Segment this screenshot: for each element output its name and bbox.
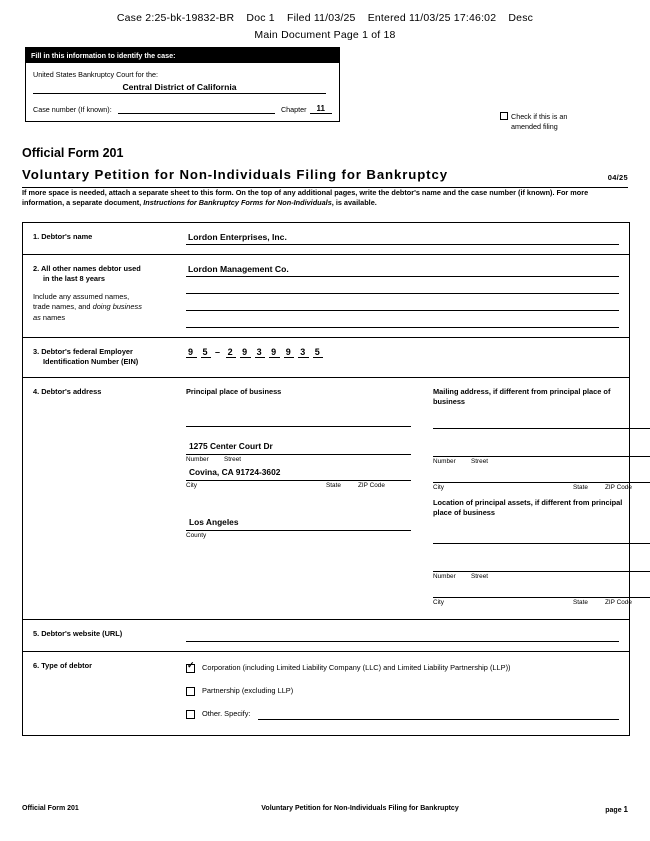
- cap-street-1: Street: [224, 455, 242, 463]
- row-debtor-website: [23, 620, 629, 652]
- label-debtor-name: 1. Debtor's name: [33, 232, 93, 241]
- option-partnership[interactable]: [186, 686, 619, 696]
- label-other-names-l1: 2. All other names debtor used: [33, 264, 141, 273]
- form-number: Official Form 201: [22, 146, 124, 160]
- instructions-part-a: If more space is needed, attach a separate sheet to this form. On the top of any additional pages, write the debtor's name and the case number (if known). For more information, a separate document,: [22, 188, 589, 208]
- label-debtor-website: 5. Debtor's website (URL): [33, 628, 123, 638]
- assets-head-l1: Location of principal assets, if different from principal: [433, 497, 623, 507]
- row-debtor-address: [23, 378, 632, 620]
- principal-place-heading: Principal place of business: [186, 386, 282, 396]
- input-debtor-website[interactable]: [186, 629, 619, 642]
- cap-zip-1: ZIP Code: [358, 481, 385, 489]
- mailing-head-l2: business: [433, 396, 466, 406]
- caption-assets-street: [433, 572, 650, 581]
- input-mailing-extra[interactable]: [433, 415, 650, 429]
- caption-mailing-street: [433, 457, 650, 466]
- option-partnership-label: Partnership (excluding LLP): [202, 685, 294, 695]
- label-other-names: [23, 255, 186, 337]
- caption-mailing-city: [433, 483, 650, 492]
- stamp-entered-date: Entered 11/03/25 17:46:02: [367, 12, 497, 24]
- row-other-names: [23, 255, 629, 338]
- cap-state-1: State: [326, 481, 341, 489]
- cap-street-2: Street: [471, 457, 489, 465]
- input-other-specify[interactable]: [258, 709, 619, 720]
- footer-page-number: 1: [623, 805, 628, 814]
- other-names-sub3: names: [40, 312, 66, 322]
- mailing-head-l1: Mailing address, if different from principal place of: [433, 386, 611, 396]
- option-corporation-label: Corporation (including Limited Liability Company (LLC) and Limited Liability Partnership (LLP)): [202, 662, 511, 672]
- court-header-stamp: [0, 10, 650, 43]
- ein-d9[interactable]: 5: [314, 347, 322, 357]
- amended-filing-label-1: Check if this is an: [511, 112, 568, 121]
- cap-state-3: State: [573, 598, 588, 606]
- input-mailing-street[interactable]: [433, 443, 650, 457]
- case-number-label: Case number (If known):: [33, 105, 112, 114]
- input-other-name-3[interactable]: [186, 299, 619, 311]
- cap-number-1: Number: [186, 455, 209, 463]
- amended-filing-label-2: amended filing: [511, 121, 558, 131]
- cap-number-3: Number: [433, 572, 456, 580]
- mailing-address-heading: [433, 387, 650, 407]
- case-number-input[interactable]: [118, 104, 275, 114]
- cap-number-2: Number: [433, 457, 456, 465]
- form-title-row: [22, 166, 628, 188]
- footer-page-label: page: [605, 807, 622, 814]
- ein-d4[interactable]: 9: [242, 347, 249, 357]
- mailing-address-column: [433, 387, 650, 610]
- identify-case-box: [25, 47, 340, 122]
- checkbox-other-icon[interactable]: [186, 710, 195, 719]
- input-other-name-1[interactable]: Lordon Management Co.: [186, 264, 619, 277]
- stamp-doc-number: Doc 1: [246, 12, 275, 24]
- cap-zip-3: ZIP Code: [605, 598, 632, 606]
- option-other[interactable]: [186, 709, 619, 720]
- cap-street-3: Street: [471, 572, 489, 580]
- input-principal-county[interactable]: Los Angeles: [186, 517, 411, 531]
- label-other-names-sub: [33, 292, 180, 323]
- cap-county: County: [186, 531, 207, 539]
- caption-assets-city: [433, 598, 650, 607]
- stamp-case-number: Case 2:25-bk-19832-BR: [116, 12, 235, 24]
- ein-d7[interactable]: 9: [285, 347, 293, 357]
- principal-place-column: [186, 387, 411, 610]
- ein-d5[interactable]: 3: [256, 347, 264, 357]
- other-names-sub1: Include any assumed names,: [33, 291, 130, 301]
- stamp-filed-date: Filed 11/03/25: [286, 12, 356, 24]
- label-other-names-l2: in the last 8 years: [43, 274, 106, 284]
- label-ein-l2: Identification Number (EIN): [43, 357, 139, 367]
- row-debtor-name: [23, 223, 629, 255]
- other-names-sub2-italic: doing business: [92, 302, 142, 312]
- label-debtor-address: 4. Debtor's address: [33, 386, 102, 396]
- checkbox-partnership-icon[interactable]: [186, 687, 195, 696]
- option-corporation[interactable]: [186, 663, 619, 673]
- stamp-page-line: Main Document Page 1 of 18: [254, 29, 396, 41]
- checkbox-corporation-icon[interactable]: [186, 664, 195, 673]
- input-other-name-2[interactable]: [186, 282, 619, 294]
- chapter-input[interactable]: 11: [310, 104, 332, 114]
- row-ein: [23, 338, 629, 378]
- instructions-part-b: , is available.: [331, 198, 377, 208]
- petition-form-table: [22, 222, 630, 736]
- input-assets-street[interactable]: [433, 558, 650, 572]
- principal-assets-heading: [433, 498, 650, 518]
- input-ein[interactable]: 9 5 – 2 9 3 9 9 3 5: [188, 347, 322, 357]
- caption-principal-street: [186, 455, 411, 464]
- page-title: Voluntary Petition for Non-Individuals Filing for Bankruptcy: [22, 167, 448, 182]
- input-other-name-4[interactable]: [186, 316, 619, 328]
- cap-zip-2: ZIP Code: [605, 483, 632, 491]
- court-name-field[interactable]: Central District of California: [33, 82, 326, 94]
- amended-filing-checkbox[interactable]: [500, 112, 508, 120]
- input-principal-street[interactable]: 1275 Center Court Dr: [186, 441, 411, 455]
- ein-d8[interactable]: 3: [300, 347, 307, 357]
- caption-principal-city: [186, 481, 411, 490]
- identify-case-header: Fill in this information to identify the case:: [26, 48, 339, 63]
- caption-principal-county: [186, 531, 411, 540]
- ein-d6[interactable]: 9: [271, 347, 278, 357]
- footer-title: Voluntary Petition for Non-Individuals Filing for Bankruptcy: [261, 805, 459, 812]
- label-ein: [23, 338, 186, 377]
- input-debtor-name[interactable]: Lordon Enterprises, Inc.: [186, 232, 619, 245]
- input-assets-city[interactable]: [433, 584, 650, 598]
- instructions-italic: Instructions for Bankruptcy Forms for Non-Individuals: [143, 198, 332, 208]
- input-principal-city[interactable]: Covina, CA 91724-3602: [186, 467, 411, 481]
- footer-page: [548, 805, 628, 814]
- ein-d2[interactable]: 5: [202, 347, 210, 357]
- label-type-of-debtor: 6. Type of debtor: [33, 660, 92, 670]
- cap-city-1: City: [186, 481, 198, 489]
- option-other-label: Other. Specify:: [202, 708, 251, 718]
- form-instructions: [22, 188, 630, 208]
- other-names-sub2: trade names, and: [33, 302, 93, 312]
- form-revision: 04/25: [607, 173, 628, 182]
- footer-form-number: Official Form 201: [22, 805, 79, 812]
- input-mailing-city[interactable]: [433, 469, 650, 483]
- ein-d3[interactable]: 2: [227, 347, 235, 357]
- assets-head-l2: place of business: [433, 507, 496, 517]
- label-ein-l1: 3. Debtor's federal Employer: [33, 347, 133, 356]
- cap-city-2: City: [433, 483, 445, 491]
- stamp-desc: Desc: [508, 12, 534, 24]
- cap-city-3: City: [433, 598, 445, 606]
- page-footer: [22, 805, 628, 814]
- court-label: United States Bankruptcy Court for the:: [33, 70, 159, 79]
- row-type-of-debtor: [23, 652, 629, 735]
- cap-state-2: State: [573, 483, 588, 491]
- input-assets-extra[interactable]: [433, 530, 650, 544]
- input-principal-extra[interactable]: [186, 413, 411, 427]
- amended-filing-group[interactable]: [500, 112, 567, 131]
- other-names-sub3-italic: as: [33, 312, 41, 322]
- chapter-label: Chapter: [280, 105, 307, 114]
- ein-d1[interactable]: 9: [188, 347, 195, 357]
